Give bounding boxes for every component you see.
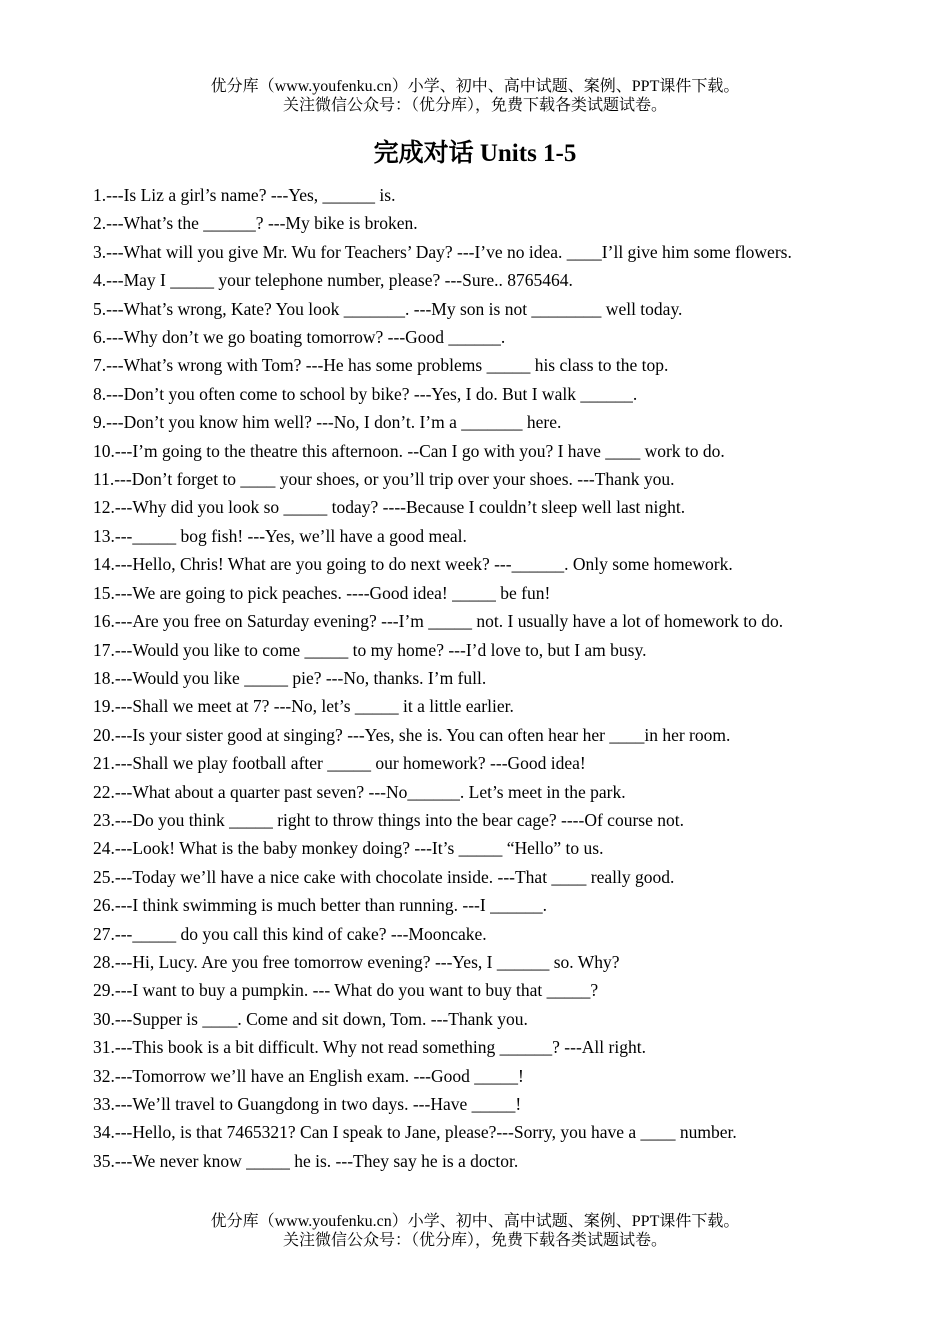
exercise-item: 22.---What about a quarter past seven? ---No______. Let’s meet in the park. — [93, 781, 626, 802]
header-line-2: 关注微信公众号：（优分库），免费下载各类试题试卷。 — [282, 97, 667, 114]
exercise-item: 23.---Do you think _____ right to throw things into the bear cage? ----Of course not. — [93, 809, 684, 830]
exercise-item: 9.---Don’t you know him well? ---No, I don’t. I’m a _______ here. — [93, 412, 562, 433]
page-title: 完成对话 Units 1-5 — [373, 140, 577, 167]
exercise-item: 25.---Today we’ll have a nice cake with chocolate inside. ---That ____ really good. — [93, 866, 675, 887]
exercise-item: 29.---I want to buy a pumpkin. --- What do you want to buy that _____? — [93, 980, 599, 1001]
exercise-item: 3.---What will you give Mr. Wu for Teachers’ Day? ---I’ve no idea. ____I’ll give him some flowers. — [93, 241, 792, 262]
exercise-item: 32.---Tomorrow we’ll have an English exam. ---Good _____! — [93, 1065, 524, 1086]
exercise-item: 7.---What’s wrong with Tom? ---He has some problems _____ his class to the top. — [93, 355, 669, 376]
exercise-item: 13.---_____ bog fish! ---Yes, we’ll have a good meal. — [93, 525, 467, 546]
exercise-item: 17.---Would you like to come _____ to my home? ---I’d love to, but I am busy. — [93, 639, 647, 660]
footer-line-1: 优分库（www.youfenku.cn）小学、初中、高中试题、案例、PPT课件下载。 — [210, 1213, 740, 1230]
exercise-item: 1.---Is Liz a girl’s name? ---Yes, ______ is. — [93, 185, 396, 205]
exercise-item: 30.---Supper is ____. Come and sit down, Tom. ---Thank you. — [93, 1008, 528, 1029]
footer-line-2: 关注微信公众号：（优分库），免费下载各类试题试卷。 — [282, 1232, 667, 1249]
exercise-item: 21.---Shall we play football after _____ our homework? ---Good idea! — [93, 753, 586, 774]
exercise-item: 26.---I think swimming is much better than running. ---I ______. — [93, 895, 547, 916]
page-header — [0, 77, 950, 115]
exercise-item: 12.---Why did you look so _____ today? ----Because I couldn’t sleep well last night. — [93, 497, 686, 518]
page-footer — [0, 1212, 950, 1250]
exercise-item: 5.---What’s wrong, Kate? You look _______. ---My son is not ________ well today. — [93, 298, 683, 319]
exercise-item: 16.---Are you free on Saturday evening? ---I’m _____ not. I usually have a lot of homework to do. — [93, 611, 784, 632]
exercise-item: 18.---Would you like _____ pie? ---No, thanks. I’m full. — [93, 667, 487, 688]
exercise-item: 35.---We never know _____ he is. ---They say he is a doctor. — [93, 1150, 519, 1171]
exercise-item: 15.---We are going to pick peaches. ----Good idea! _____ be fun! — [93, 582, 551, 603]
exercise-item: 14.---Hello, Chris! What are you going to do next week? ---______. Only some homework. — [93, 554, 733, 575]
exercise-item: 2.---What’s the ______? ---My bike is broken. — [93, 213, 418, 234]
header-line-1: 优分库（www.youfenku.cn）小学、初中、高中试题、案例、PPT课件下载。 — [210, 78, 740, 95]
exercise-item: 27.---_____ do you call this kind of cake? ---Mooncake. — [93, 923, 487, 944]
exercise-item: 24.---Look! What is the baby monkey doing? ---It’s _____ “Hello” to us. — [93, 838, 604, 859]
exercise-item: 11.---Don’t forget to ____ your shoes, or you’ll trip over your shoes. ---Thank you. — [93, 469, 675, 490]
exercise-item: 33.---We’ll travel to Guangdong in two days. ---Have _____! — [93, 1094, 522, 1114]
exercise-item: 28.---Hi, Lucy. Are you free tomorrow evening? ---Yes, I ______ so. Why? — [93, 951, 620, 972]
exercise-item: 6.---Why don’t we go boating tomorrow? ---Good ______. — [93, 327, 506, 348]
exercise-item: 4.---May I _____ your telephone number, please? ---Sure.. 8765464. — [93, 270, 573, 291]
exercise-item: 31.---This book is a bit difficult. Why not read something ______? ---All right. — [93, 1037, 646, 1058]
exercise-item: 20.---Is your sister good at singing? ---Yes, she is. You can often hear her ____in her room. — [93, 724, 731, 745]
exercise-item: 8.---Don’t you often come to school by bike? ---Yes, I do. But I walk ______. — [93, 383, 638, 404]
exercise-item: 10.---I’m going to the theatre this afternoon. --Can I go with you? I have ____ work to do. — [93, 440, 725, 461]
exercise-list — [93, 181, 851, 1175]
exercise-item: 19.---Shall we meet at 7? ---No, let’s _____ it a little earlier. — [93, 696, 514, 717]
exercise-item: 34.---Hello, is that 7465321? Can I speak to Jane, please?---Sorry, you have a ____ number. — [93, 1122, 737, 1143]
